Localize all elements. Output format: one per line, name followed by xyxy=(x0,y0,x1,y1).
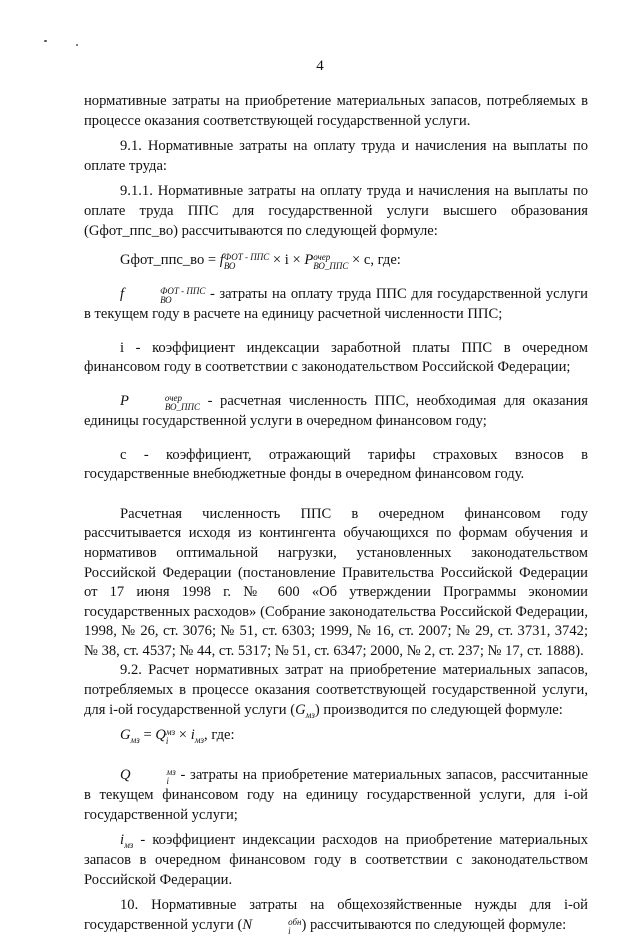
section-10: 10. Нормативные затраты на общехозяйственные нужды для i-ой государственной услуги (N обн i ) рассчитываются по следующей формуле: xyxy=(84,897,588,936)
paragraph-staff-calculation: Расчетная численность ППС в очередном финансовом году рассчитывается исходя из контингента обучающихся по формам обучения и нормативов оптимальной нагрузки, установленных законодательством Российской Федерации (постановление Правительства Российской Федерации от 17 июня 1998 г. № 600 «Об утверждении Программы экономии государственных расходов» (Собрание законодательства Российской Федерации, 1998, № 26, ст. 3076; № 51, ст. 6303; 1999, № 16, ст. 2007; № 29, ст. 3731, 3742; № 38, ст. 4537; № 44, ст. 5317; № 51, ст. 6347; 2000, № 2, ст. 237; № 17, ст. 1888). xyxy=(84,505,588,659)
section-9-1: 9.1. Нормативные затраты на оплату труда и начисления на выплаты по оплате труда: xyxy=(84,138,588,174)
definition-c: c - коэффициент, отражающий тарифы страховых взносов в государственные внебюджетные фонды в очередном финансовом году. xyxy=(84,446,588,483)
definition-imz: $i_{мз}$ - коэффициент индексации расходов на приобретение материальных запасов в очередном финансовом году в соответствии с законодательством Российской Федерации. xyxy=(84,832,588,888)
definition-p: P очер ВО_ППС - расчетная численность ППС, необходимая для оказания единицы государственной услуги в очередном финансовом году; xyxy=(84,392,588,429)
page-number: 4 xyxy=(316,58,324,74)
scan-speck xyxy=(44,40,47,42)
scan-speck xyxy=(76,44,78,46)
section-9-2: 9.2. Расчет нормативных затрат на приобретение материальных запасов, потребляемых в процессе оказания соответствующей государственной услуги, для i-ой государственной услуги $(G_{мз})$ производится по следующей формуле: xyxy=(84,662,588,720)
paragraph-intro: нормативные затраты на приобретение материальных запасов, потребляемых в процессе оказания соответствующей государственной услуги. xyxy=(84,93,588,129)
formula-materials: $G_{мз} = Q$ мз i × $i_{мз}$, где: xyxy=(120,727,235,747)
document-body xyxy=(84,92,588,936)
definition-q: Q мз i - затраты на приобретение материальных запасов, рассчитанные в текущем финансовом году на единицу государственной услуги, для i-ой государственной услуги; xyxy=(84,767,588,823)
definition-i: i - коэффициент индексации заработной платы ППС в очередном финансовом году в соответствии с законодательством Российской Федерации; xyxy=(84,339,588,376)
formula-payroll: Gфот_ппс_во = f ФОТ - ППС ВО × i × P очер ВО_ППС × c, где: xyxy=(120,252,401,272)
section-9-1-1: 9.1.1. Нормативные затраты на оплату труда и начисления на выплаты по оплате труда ППС для государственной услуги высшего образования (Gфот_ппс_во) рассчитываются по следующей формуле: xyxy=(84,183,588,239)
definition-f: f ФОТ - ППС ВО - затраты на оплату труда ППС для государственной услуги в текущем году в расчете на единицу расчетной численности ППС; xyxy=(84,286,588,323)
